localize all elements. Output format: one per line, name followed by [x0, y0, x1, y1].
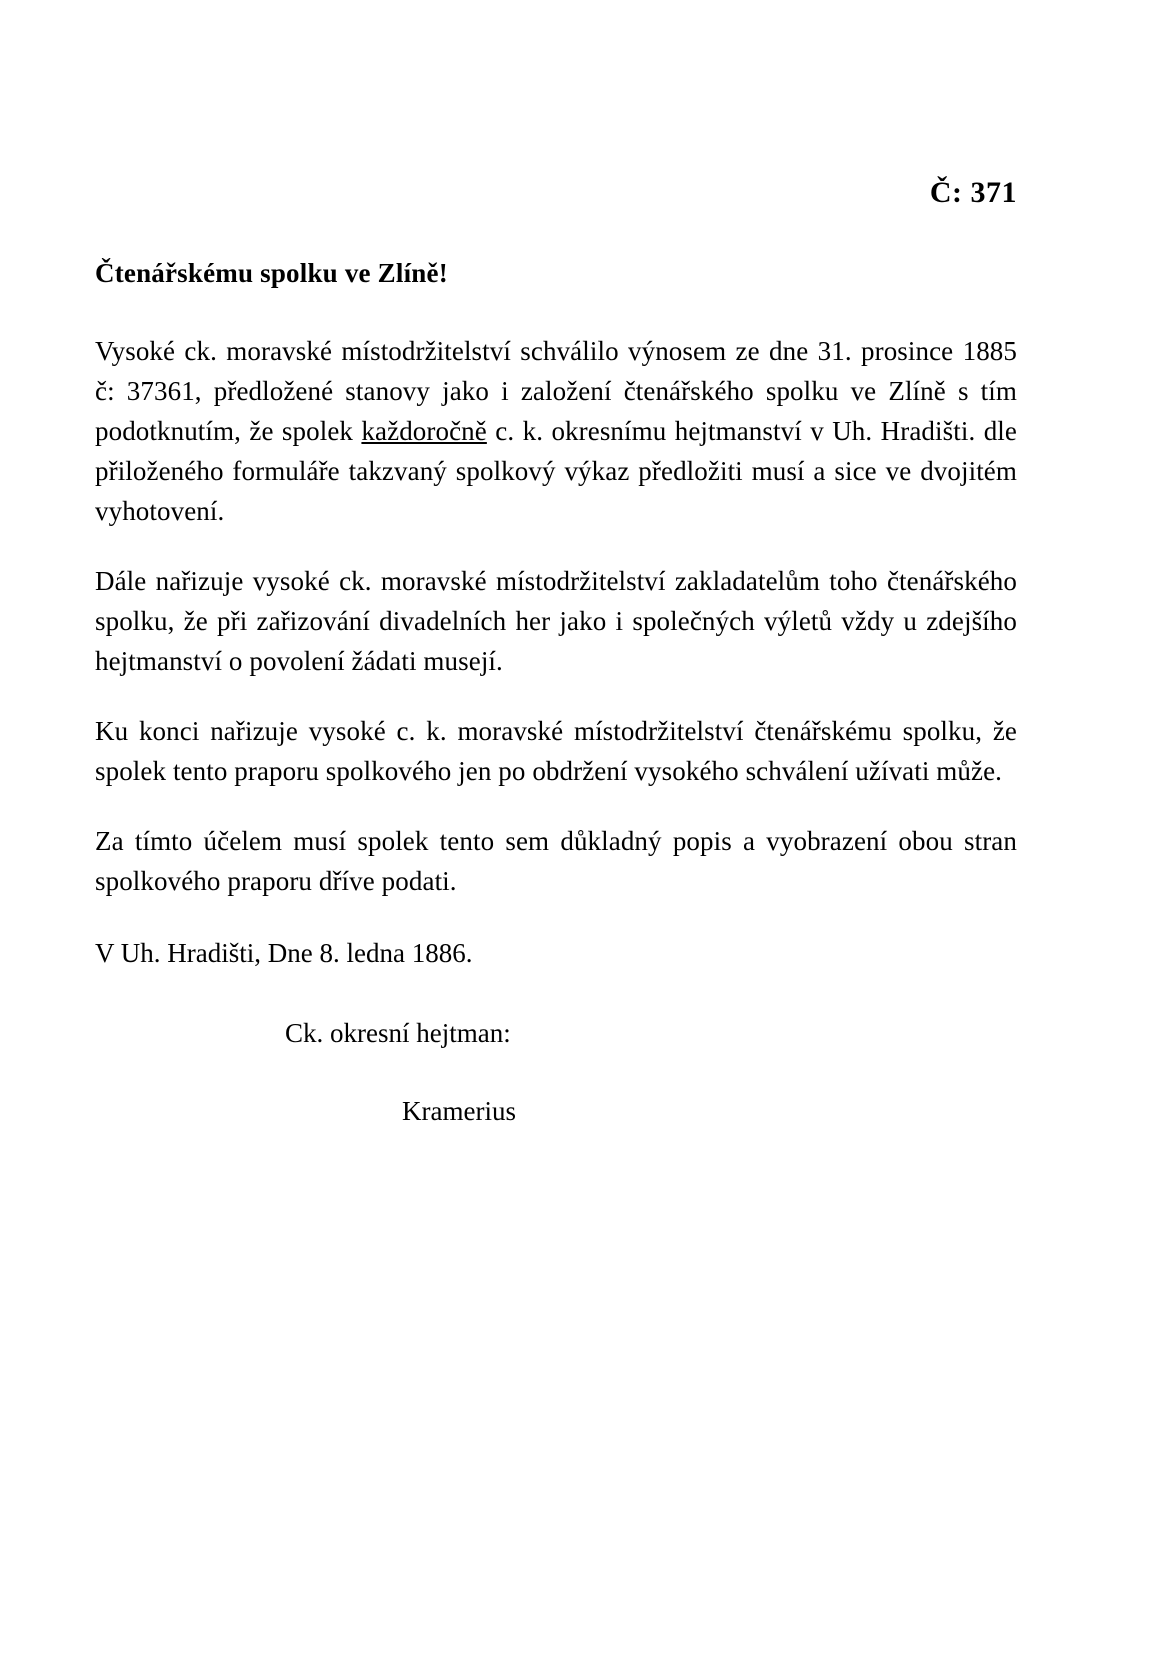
- document-heading: Čtenářskému spolku ve Zlíně!: [95, 258, 448, 288]
- paragraph-1-text-before: Vysoké ck. moravské místodržitelství schválilo výnosem ze dne 31. prosince 1885 č: 37361, předložené stanovy jako i založení čtenářského spolku ve Zlíně s tím podotknutím, že spolek: [95, 336, 1017, 447]
- signature-title: Ck. okresní hejtman:: [285, 1018, 511, 1049]
- paragraph-1-underlined-term: každoročně: [361, 416, 487, 447]
- document-content: [95, 0, 1017, 1131]
- signature-name: Kramerius: [402, 1096, 516, 1127]
- paragraph-1: [95, 331, 1017, 531]
- reference-number: Č: 371: [929, 176, 1017, 209]
- paragraph-4: Za tímto účelem musí spolek tento sem důkladný popis a vyobrazení obou stran spolkového praporu dříve podati.: [95, 826, 1017, 897]
- paragraph-2: Dále nařizuje vysoké ck. moravské místodržitelství zakladatelům toho čtenářského spolku, že při zařizování divadelních her jako i společných výletů vždy u zdejšího hejtmanství o povolení žádati musejí.: [95, 566, 1017, 677]
- paragraph-3: Ku konci nařizuje vysoké c. k. moravské místodržitelství čtenářskému spolku, že spolek tento praporu spolkového jen po obdržení vysokého schválení užívati může.: [95, 716, 1017, 787]
- paragraph-1-text-after: c. k. okresnímu hejtmanství v Uh. Hradišti. dle přiloženého formuláře takzvaný spolkový výkaz předložiti musí a sice ve dvojitém vyhotovení.: [95, 416, 1017, 527]
- date-line: V Uh. Hradišti, Dne 8. ledna 1886.: [95, 938, 473, 969]
